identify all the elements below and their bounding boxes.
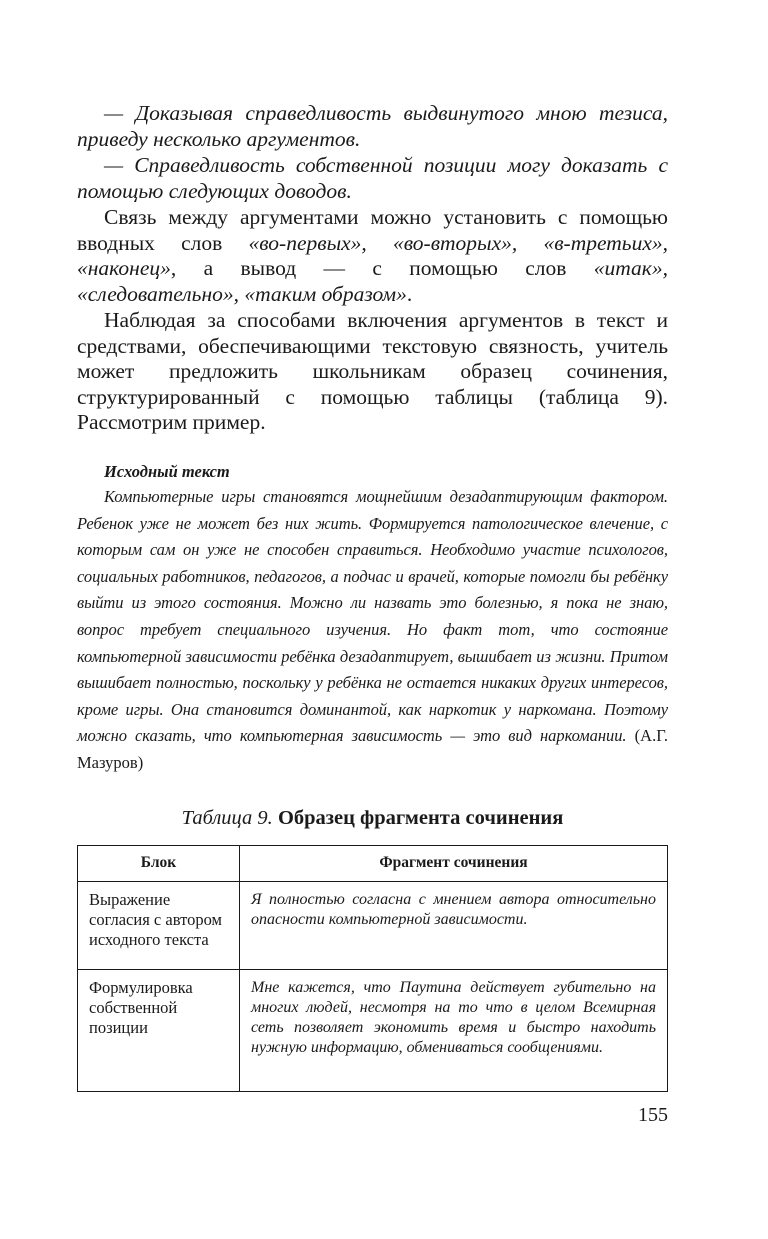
connectives-words-1: «во-первых», «во-вторых», «в-третьих», «наконец» — [77, 230, 668, 280]
table-row — [78, 882, 668, 970]
essay-fragment-table — [77, 845, 668, 1092]
table-cell-block: Выражение согласия с автором исходного текста — [78, 882, 240, 970]
page-number: 155 — [638, 1104, 668, 1126]
table-header-row — [78, 846, 668, 882]
connectives-text-b: , а вывод — с помощью слов — [170, 256, 594, 280]
source-author: (А.Г. Мазуров) — [77, 726, 668, 772]
table-caption — [77, 805, 668, 831]
table-header-block: Блок — [78, 846, 240, 882]
example-phrase-1: — Доказывая справедливость выдвинутого мною тезиса, приведу несколько аргументов. — [77, 101, 668, 151]
source-body — [77, 484, 668, 777]
teacher-paragraph: Наблюдая за способами включения аргументов в текст и средствами, обеспечивающими текстовую связность, учитель может предложить школьникам образец сочинения, структурированный с помощью таблицы (таблица 9). Рассмотрим пример. — [77, 308, 668, 434]
table-header-fragment: Фрагмент сочинения — [240, 846, 668, 882]
table-row — [78, 970, 668, 1092]
connectives-words-2: «итак», «следовательно», «таким образом» — [77, 256, 668, 306]
source-heading: Исходный текст — [104, 462, 230, 481]
source-quote: Компьютерные игры становятся мощнейшим дезадаптирующим фактором. Ребенок уже не может без них жить. Формируется патологическое влечение, с которым сам он уже не способен справиться. Необходимо участие психологов, социальных работников, педагогов, а подчас и врачей, которые помогли бы ребёнку выйти из этого состояния. Можно ли назвать это болезнью, я пока не знаю, вопрос требует специального изучения. Но факт тот, что состояние компьютерной зависимости ребёнка дезадаптирует, вышибает из жизни. Притом вышибает полностью, поскольку у ребёнка не остается никаких других интересов, кроме игры. Она становится доминантой, как наркотик у наркомана. Поэтому можно сказать, что компьютерная зависимость — это вид наркомании. — [77, 487, 668, 746]
table-cell-fragment: Я полностью согласна с мнением автора относительно опасности компьютерной зависимости. — [240, 882, 668, 970]
example-phrase-2: — Справедливость собственной позиции могу доказать с помощью следующих доводов. — [77, 153, 668, 203]
table-caption-title: Образец фрагмента сочинения — [277, 807, 564, 829]
connectives-text-a: Связь между аргументами можно установить с помощью вводных слов — [77, 205, 668, 255]
source-text-section — [77, 460, 668, 777]
connectives-paragraph — [77, 205, 668, 307]
intro-section — [77, 101, 668, 436]
connectives-text-c: . — [406, 281, 413, 306]
table-cell-fragment: Мне кажется, что Паутина действует губительно на многих людей, несмотря на то что в целом Всемирная сеть позволяет экономить время и быстро находить нужную информацию, обмениваться сообщениями. — [240, 970, 668, 1092]
table-caption-label: Таблица 9. — [181, 807, 273, 829]
table-cell-block: Формулировка собственной позиции — [78, 970, 240, 1092]
